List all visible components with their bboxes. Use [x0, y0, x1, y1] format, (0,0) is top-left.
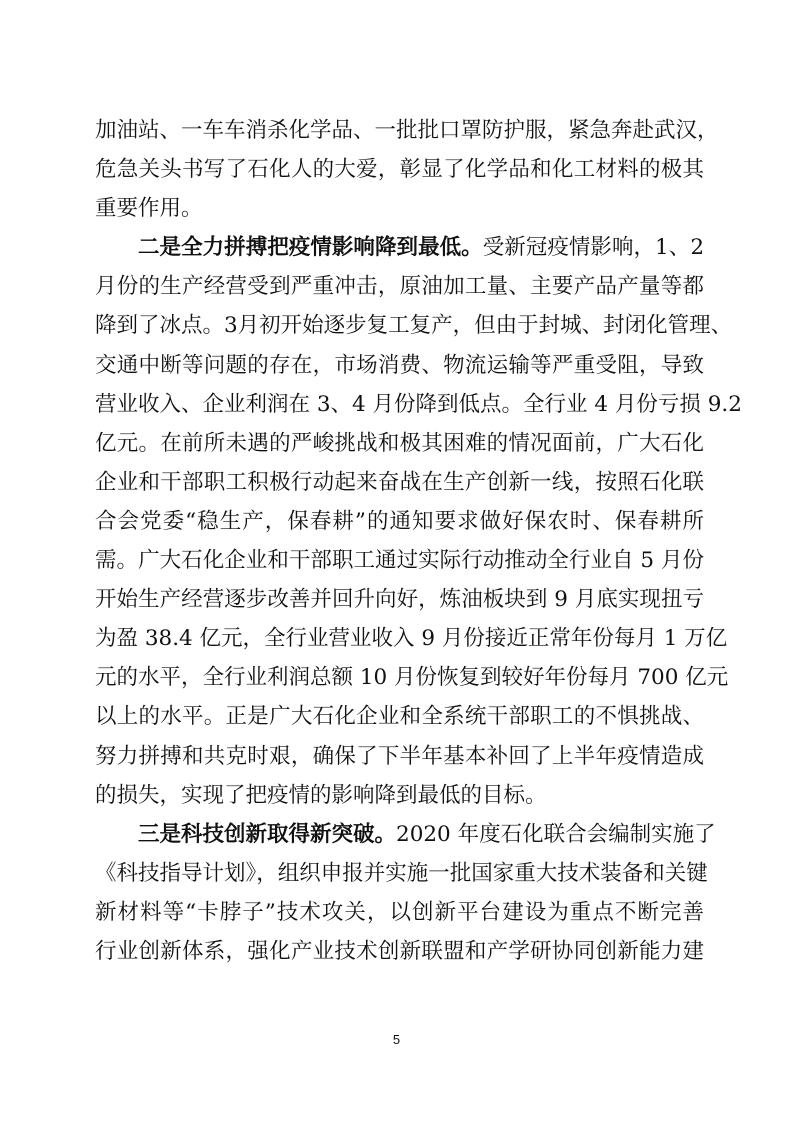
text-line — [95, 854, 708, 893]
text-line — [95, 228, 704, 267]
text-line — [95, 502, 704, 541]
text-line — [95, 424, 704, 463]
line-text: 交通中断等问题的存在，市场消费、物流运输等严重受阻，导致 — [95, 352, 704, 378]
line-text: 亿元。在前所未遇的严峻挑战和极其困难的情况面前，广大石化 — [95, 430, 704, 456]
line-text: 新材料等“卡脖子”技术攻关，以创新平台建设为重点不断完善 — [95, 899, 704, 925]
text-line — [95, 737, 704, 776]
bold-lead-in: 三是科技创新取得新突破。 — [138, 821, 397, 847]
text-line — [95, 932, 704, 971]
line-text: 2020 年度石化联合会编制实施了 — [396, 821, 716, 847]
text-line — [95, 580, 704, 619]
body-text — [95, 111, 742, 971]
text-line — [95, 776, 704, 815]
line-text: 需。广大石化企业和干部职工通过实际行动推动全行业自 5 月份 — [95, 548, 704, 574]
text-line — [95, 697, 704, 736]
text-line — [95, 893, 704, 932]
line-text: 为盈 38.4 亿元，全行业营业收入 9 月份接近正常年份每月 1 万亿 — [95, 626, 728, 652]
text-line — [95, 189, 704, 228]
line-text: 营业收入、企业利润在 3、4 月份降到低点。全行业 4 月份亏损 9.2 — [95, 391, 742, 417]
text-line — [95, 306, 733, 345]
line-text: 合会党委“稳生产，保春耕”的通知要求做好保农时、保春耕所 — [95, 508, 704, 534]
line-text: 月份的生产经营受到严重冲击，原油加工量、主要产品产量等都 — [95, 274, 704, 300]
line-text: 危急关头书写了石化人的大爱，彰显了化学品和化工材料的极其 — [95, 157, 704, 183]
text-line — [95, 346, 704, 385]
line-text: 以上的水平。正是广大石化企业和全系统干部职工的不惧挑战、 — [95, 704, 704, 730]
line-text: 开始生产经营逐步改善并回升向好，炼油板块到 9 月底实现扭亏 — [95, 587, 704, 613]
line-text: 受新冠疫情影响，1、2 — [482, 235, 704, 261]
page-number: 5 — [392, 1032, 401, 1047]
line-text: 行业创新体系，强化产业技术创新联盟和产学研协同创新能力建 — [95, 938, 704, 964]
text-line — [95, 267, 704, 306]
line-text: 《科技指导计划》，组织申报并实施一批国家重大技术装备和关键 — [95, 860, 708, 886]
bold-lead-in: 二是全力拼搏把疫情影响降到最低。 — [138, 235, 483, 261]
text-line — [95, 385, 742, 424]
line-text: 降到了冰点。3月初开始逐步复工复产，但由于封城、封闭化管理、 — [95, 313, 733, 339]
line-text: 加油站、一车车消杀化学品、一批批口罩防护服，紧急奔赴武汉， — [95, 118, 719, 143]
line-text: 企业和干部职工积极行动起来奋战在生产创新一线，按照石化联 — [95, 469, 704, 495]
line-text: 重要作用。 — [95, 196, 203, 222]
text-line — [95, 815, 716, 854]
text-line — [95, 658, 729, 697]
text-line — [95, 541, 704, 580]
text-line — [95, 619, 728, 658]
text-line — [95, 150, 704, 189]
text-line — [95, 111, 719, 150]
text-line — [95, 463, 704, 502]
line-text: 元的水平，全行业利润总额 10 月份恢复到较好年份每月 700 亿元 — [95, 665, 729, 691]
line-text: 努力拼搏和共克时艰，确保了下半年基本补回了上半年疫情造成 — [95, 743, 704, 769]
line-text: 的损失，实现了把疫情的影响降到最低的目标。 — [95, 782, 547, 808]
